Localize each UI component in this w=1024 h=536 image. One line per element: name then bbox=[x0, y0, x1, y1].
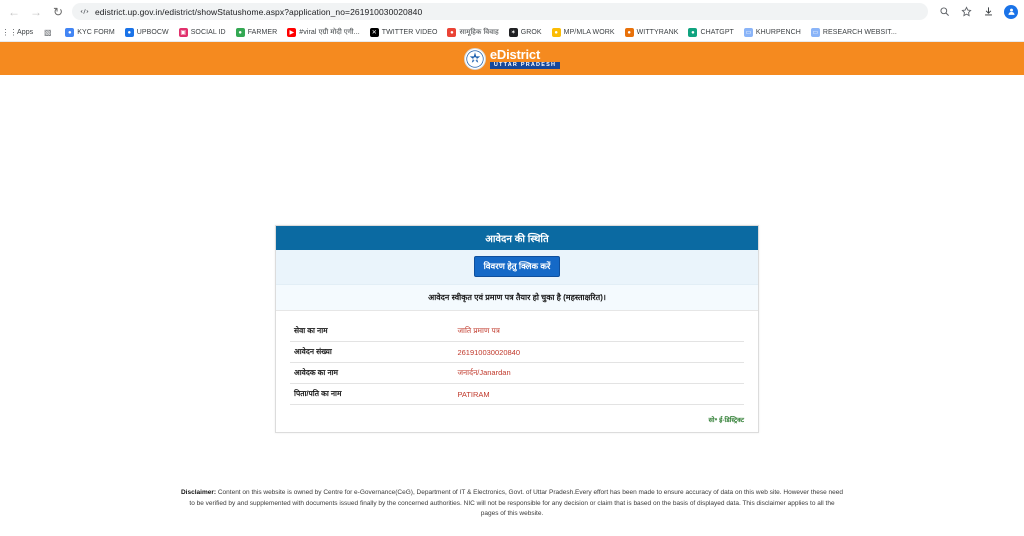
reload-icon[interactable]: ↻ bbox=[52, 4, 64, 19]
table-row bbox=[290, 363, 744, 384]
up-government-emblem-icon bbox=[464, 48, 486, 70]
bookmark-label: CHATGPT bbox=[700, 29, 734, 36]
bookmark-label: KHURPENCH bbox=[755, 29, 801, 36]
row-label: पिता/पति का नाम bbox=[290, 384, 453, 405]
toolbar-actions bbox=[934, 5, 1018, 19]
grok-icon: ✶ bbox=[510, 29, 516, 36]
bookmarks-bar bbox=[0, 24, 1024, 42]
bookmark-item-kyc-form[interactable] bbox=[65, 28, 115, 37]
address-bar-url[interactable]: edistrict.up.gov.in/edistrict/showStatushome.aspx?application_no=261910030020840 bbox=[95, 6, 423, 17]
page-title: आवेदन की स्थिति bbox=[276, 226, 758, 250]
bookmark-label: GROK bbox=[520, 29, 542, 36]
row-label: आवेदन संख्या bbox=[290, 342, 453, 363]
apps-list-icon: ▧ bbox=[43, 27, 52, 37]
table-row bbox=[290, 384, 744, 405]
application-status-card bbox=[275, 225, 759, 433]
profile-avatar[interactable] bbox=[1004, 5, 1018, 19]
bookmark-label: FARMER bbox=[247, 29, 278, 36]
bookmark-item-grok[interactable] bbox=[509, 28, 542, 37]
view-details-button[interactable]: विवरण हेतु क्लिक करें bbox=[474, 256, 561, 277]
disclaimer-label: Disclaimer: bbox=[180, 488, 217, 496]
address-bar[interactable] bbox=[72, 3, 928, 20]
edistrict-logo[interactable] bbox=[464, 48, 560, 70]
bookmark-label: WITTYRANK bbox=[636, 29, 679, 36]
bookmark-label: SOCIAL ID bbox=[190, 29, 226, 36]
zoom-search-icon[interactable] bbox=[938, 5, 951, 18]
row-label: आवेदक का नाम bbox=[290, 363, 453, 384]
bookmark-label: #viral एग्री मोदी एगी... bbox=[299, 29, 360, 36]
bookmark-item[interactable] bbox=[1, 27, 34, 37]
link-icon: ● bbox=[625, 28, 634, 37]
table-row bbox=[290, 342, 744, 363]
status-message: आवेदन स्वीकृत एवं प्रमाण पत्र तैयार हो चुका है (महस्ताक्षरित)। bbox=[276, 285, 758, 311]
folder-icon: ▭ bbox=[812, 29, 819, 36]
apps-grid-icon: ⋮⋮ bbox=[1, 27, 18, 37]
bookmark-item-farmer[interactable] bbox=[236, 28, 278, 37]
instagram-icon: ▣ bbox=[180, 29, 187, 36]
chatgpt-icon: ● bbox=[688, 28, 697, 37]
bookmark-item-samuhik-vivah[interactable] bbox=[447, 28, 498, 37]
row-value: जाति प्रमाण पत्र bbox=[453, 321, 744, 342]
bookmark-item-social-id[interactable] bbox=[179, 28, 226, 37]
site-header bbox=[0, 42, 1024, 75]
bookmark-item-wittyrank[interactable] bbox=[625, 28, 679, 37]
link-icon: ● bbox=[447, 28, 456, 37]
row-value: PATIRAM bbox=[453, 384, 744, 405]
bookmark-item[interactable] bbox=[43, 28, 55, 37]
row-value: जनार्दन/Janardan bbox=[453, 363, 744, 384]
page-viewport bbox=[0, 42, 1024, 536]
forward-arrow-icon[interactable]: → bbox=[30, 4, 42, 19]
card-action-bar bbox=[276, 250, 758, 285]
card-footer-note: सो॰ ई-डिस्ट्रिक्ट bbox=[708, 417, 744, 424]
disclaimer-text: Content on this website is owned by Centre for e-Governance(CeG), Department of IT & Electronics, Govt. of Uttar Pradesh.Every effort has been made to ensure accuracy of data on this web site. However these need to be verified by and supplemented with documents issued finally by the concerned authorities. NIC will not be responsible for any decision or claim that is based on the basis of displayed data. This disclaimer applies to all the pages of this website. bbox=[189, 488, 844, 518]
page-content bbox=[0, 75, 1024, 536]
details-table bbox=[290, 321, 744, 405]
bookmark-item-upbocw[interactable] bbox=[125, 28, 169, 37]
bookmark-label: MP/MLA WORK bbox=[563, 29, 615, 36]
bookmark-label: सामूहिक विवाह bbox=[459, 29, 499, 36]
browser-toolbar bbox=[0, 0, 1024, 24]
row-value: 261910030020840 bbox=[453, 342, 744, 363]
bookmark-star-icon[interactable] bbox=[960, 5, 973, 18]
bookmark-folder-khurpench[interactable] bbox=[744, 28, 801, 37]
bookmark-folder-research-website[interactable] bbox=[811, 28, 897, 37]
bookmark-label: Apps bbox=[17, 29, 34, 36]
bookmark-item-chatgpt[interactable] bbox=[688, 28, 733, 37]
row-label: सेवा का नाम bbox=[290, 321, 453, 342]
youtube-icon: ▶ bbox=[287, 28, 296, 37]
folder-icon: ▭ bbox=[745, 29, 752, 36]
disclaimer bbox=[0, 488, 1024, 520]
link-icon: ● bbox=[125, 28, 134, 37]
bookmark-item-twitter-video[interactable] bbox=[370, 28, 438, 37]
bookmark-label: UPBOCW bbox=[136, 29, 169, 36]
back-arrow-icon[interactable]: ← bbox=[8, 4, 20, 19]
logo-main-text: eDistrict bbox=[489, 46, 541, 62]
bookmark-item-viral-video[interactable] bbox=[287, 28, 359, 37]
site-settings-icon[interactable] bbox=[80, 7, 89, 16]
twitter-x-icon: ✕ bbox=[371, 29, 377, 36]
bookmark-label: KYC FORM bbox=[77, 29, 115, 36]
bookmark-label: TWITTER VIDEO bbox=[381, 29, 438, 36]
link-icon: ● bbox=[236, 28, 245, 37]
table-row bbox=[290, 321, 744, 342]
downloads-icon[interactable] bbox=[982, 5, 995, 18]
bookmark-item-mp-mla-work[interactable] bbox=[552, 28, 615, 37]
application-details bbox=[276, 311, 758, 411]
link-icon: ● bbox=[65, 28, 74, 37]
logo-sub-text: UTTAR PRADESH bbox=[490, 62, 560, 70]
bookmark-label: RESEARCH WEBSIT... bbox=[822, 29, 897, 36]
link-icon: ● bbox=[552, 28, 561, 37]
